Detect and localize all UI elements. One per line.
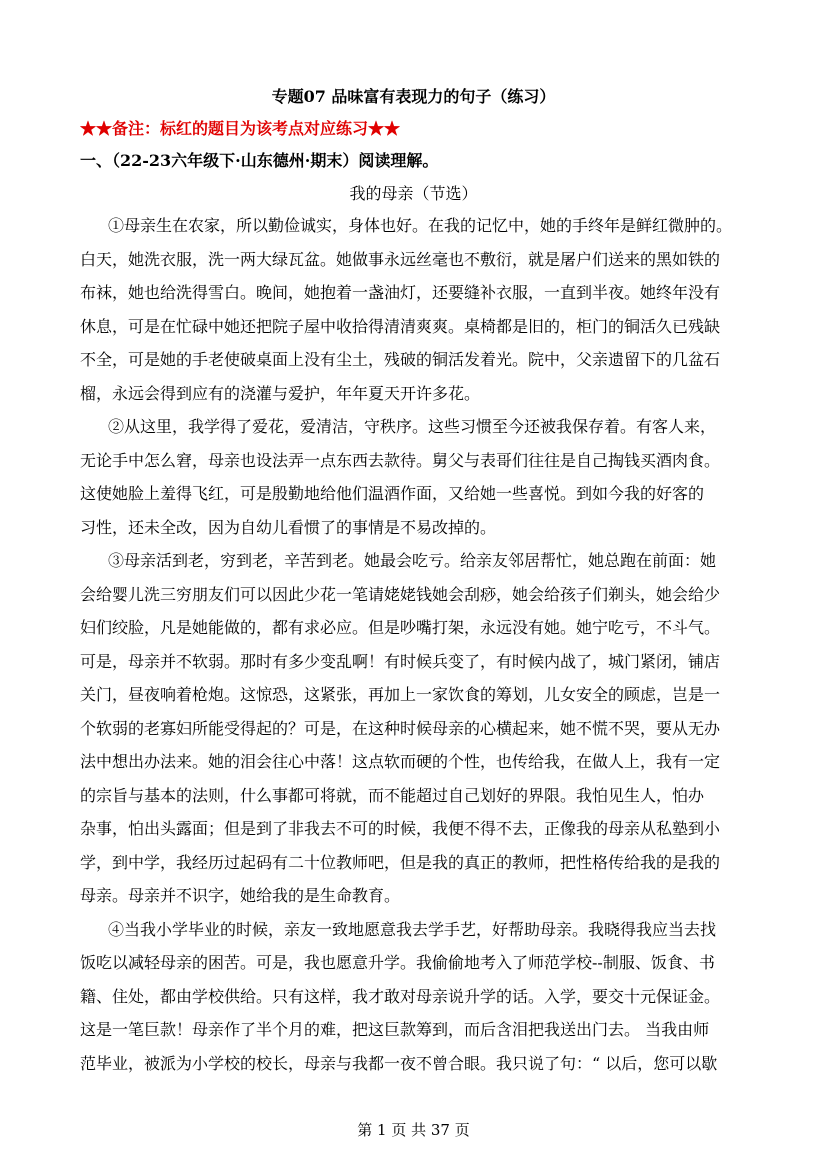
text-line: 的宗旨与基本的法则，什么事都可将就，而不能超过自己划好的界限。我怕见生人，怕办 <box>80 785 705 805</box>
text-line: 无论手中怎么窘，母亲也设法弄一点东西去款待。舅父与表哥们往往是自己掏钱买酒肉食。 <box>80 450 721 470</box>
text-line: 法中想出办法来。她的泪会往心中落！这点软而硬的个性，也传给我，在做人上，我有一定 <box>80 752 721 771</box>
text-line: 妇们绞脸，凡是她能做的，都有求必应。但是吵嘴打架，永远没有她。她宁吃亏，不斗气。 <box>80 618 721 637</box>
text-line: 范毕业，被派为小学校的校长，母亲与我都一夜不曾合眼。我只说了句：“ 以后，您可以歇 <box>80 1053 718 1073</box>
section-heading: 一、（22-23六年级下·山东德州·期末）阅读理解。 <box>80 151 439 170</box>
text-line: ①母亲生在农家，所以勤俭诚实，身体也好。在我的记忆中，她的手终年是鲜红微肿的。 <box>108 216 733 235</box>
text-line: 母亲。母亲并不识字，她给我的是生命教育。 <box>80 886 401 905</box>
passage-title: 我的母亲（节选） <box>349 184 478 203</box>
text-line: 布袜，她也给洗得雪白。晚间，她抱着一盏油灯，还要缝补衣服，一直到半夜。她终年没有 <box>80 283 721 302</box>
page-title: 专题07 品味富有表现力的句子（练习） <box>271 87 556 106</box>
text-line: 这是一笔巨款！母亲作了半个月的难，把这巨款筹到，而后含泪把我送出门去。 当我由师 <box>80 1020 710 1039</box>
text-line: 会给婴儿洗三穷朋友们可以因此少花一笔请姥姥钱她会刮痧，她会给孩子们剃头，她会给少 <box>80 584 721 604</box>
text-line: 可是，母亲并不软弱。那时有多少变乱啊！有时候兵变了，有时候内战了，城门紧闭，铺店 <box>80 651 721 671</box>
text-line: 白天，她洗衣服，洗一两大绿瓦盆。她做事永远丝毫也不敷衍，就是屠户们送来的黑如铁的 <box>80 249 721 269</box>
text-line: 杂事，怕出头露面；但是到了非我去不可的时候，我便不得不去，正像我的母亲从私塾到小 <box>80 819 721 838</box>
text-line: ②从这里，我学得了爱花，爱清洁，守秩序。这些习惯至今还被我保存着。有客人来， <box>108 417 717 436</box>
text-line: ④当我小学毕业的时候，亲友一致地愿意我去学手艺，好帮助母亲。我晓得我应当去找 <box>108 919 717 939</box>
text-line: 休息，可是在忙碌中她还把院子屋中收拾得清清爽爽。桌椅都是旧的，柜门的铜活久已残缺 <box>80 316 721 336</box>
text-line: 饭吃以减轻母亲的困苦。可是，我也愿意升学。我偷偷地考入了师范学校--制服、饭食、书 <box>80 953 715 972</box>
text-line: 这使她脸上羞得飞红，可是殷勤地给他们温酒作面，又给她一些喜悦。到如今我的好客的 <box>80 484 705 503</box>
page-footer: 第 1 页 共 37 页 <box>357 1121 470 1139</box>
red-note: ★★备注：标红的题目为该考点对应练习★★ <box>80 119 401 138</box>
text-line: 个软弱的老寡妇所能受得起的？可是，在这种时候母亲的心横起来，她不慌不哭，要从无办 <box>80 718 721 738</box>
text-line: 不全，可是她的手老使破桌面上没有尘土，残破的铜活发着光。院中，父亲遗留下的几盆石 <box>80 350 721 369</box>
text-line: 榴，永远会得到应有的浇灌与爱护，年年夏天开许多花。 <box>80 383 481 403</box>
passage-body <box>80 209 750 1080</box>
text-line: 关门，昼夜响着枪炮。这惊恐，这紧张，再加上一家饮食的筹划，儿女安全的顾虑，岂是一 <box>80 685 721 704</box>
text-line: 习性，还未全改，因为自幼儿看惯了的事情是不易改掉的。 <box>80 517 497 537</box>
text-line: 学，到中学，我经历过起码有二十位教师吧，但是我的真正的教师，把性格传给我的是我的 <box>80 852 721 872</box>
text-line: ③母亲活到老，穷到老，辛苦到老。她最会吃亏。给亲友邻居帮忙，她总跑在前面：她 <box>108 551 717 570</box>
text-line: 籍、住处，都由学校供给。只有这样，我才敢对母亲说升学的话。入学，要交十元保证金。 <box>80 986 721 1006</box>
